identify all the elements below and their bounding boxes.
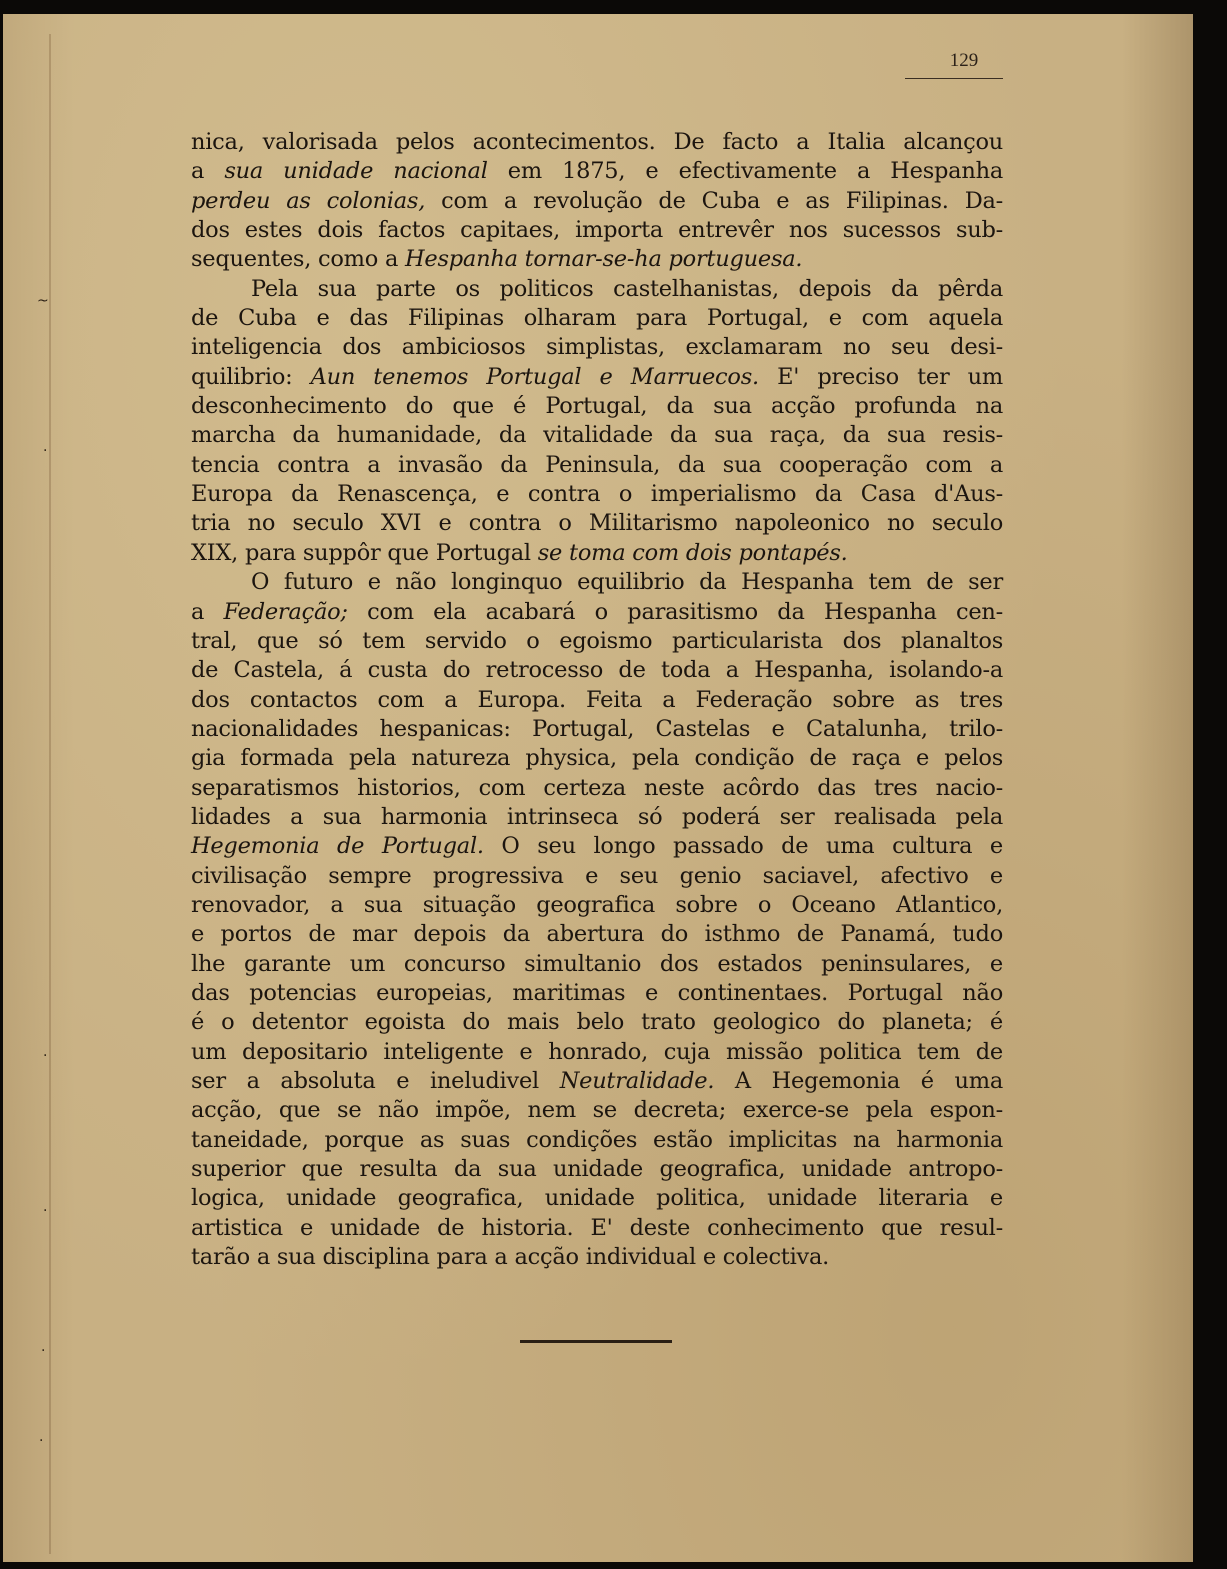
text-line: [191, 862, 1003, 891]
text-run: inteligencia dos ambiciosos simplistas, exclamaram no seu desi-: [191, 334, 1003, 361]
italic-phrase: sua unidade nacional: [224, 158, 488, 185]
end-rule: [520, 1340, 672, 1343]
text-run: é o detentor egoista do mais belo trato geologico do planeta; é: [191, 1009, 1003, 1036]
margin-speck: ·: [39, 1433, 44, 1449]
text-run: O seu longo passado de uma cultura e: [483, 833, 1003, 860]
text-run: e portos de mar depois da abertura do isthmo de Panamá, tudo: [191, 921, 1003, 948]
binding-shadow: [49, 34, 51, 1554]
text-line: [191, 891, 1003, 920]
text-line: [191, 1008, 1003, 1037]
text-run: desconhecimento do que é Portugal, da sua acção profunda na: [191, 393, 1003, 420]
text-line: [191, 744, 1003, 773]
text-run: ser a absoluta e ineludivel: [191, 1068, 560, 1094]
text-line: [191, 1155, 1003, 1184]
text-run: O futuro e não longinquo equilibrio da Hespanha tem de ser: [251, 569, 1003, 596]
text-line: [191, 1096, 1003, 1125]
text-run: artistica e unidade de historia. E' deste conhecimento que resul-: [191, 1214, 1003, 1241]
text-line: [191, 774, 1003, 803]
margin-speck: ·: [43, 443, 48, 459]
text-run: Pela sua parte os politicos castelhanistas, depois da pêrda: [251, 275, 1003, 302]
text-line: [191, 715, 1003, 744]
italic-phrase: Hespanha tornar-se-ha portuguesa.: [405, 246, 803, 273]
text-run: a: [191, 598, 224, 625]
margin-speck: ~: [37, 293, 49, 309]
page-number: 129: [949, 50, 979, 71]
text-run: um depositario inteligente e honrado, cuja missão politica tem de: [191, 1038, 1003, 1065]
text-line: [191, 480, 1003, 509]
text-run: lidades a sua harmonia intrinseca só poderá ser realisada pela: [191, 803, 1003, 830]
text-line: [191, 1038, 1003, 1067]
text-run: com a revolução de Cuba e as Filipinas. Da-: [425, 187, 1003, 214]
text-line: [191, 568, 1003, 597]
text-line: [191, 128, 1003, 157]
text-line: [191, 509, 1003, 538]
text-line: [191, 627, 1003, 656]
text-line: [191, 686, 1003, 715]
text-run: E' preciso ter um: [758, 363, 1003, 390]
text-run: dos estes dois factos capitaes, importa entrevêr nos sucessos sub-: [191, 217, 1003, 244]
text-run: a: [191, 158, 225, 185]
text-run: renovador, a sua situação geografica sobre o Oceano Atlantico,: [191, 891, 1003, 918]
italic-phrase: perdeu as colonias,: [191, 187, 426, 214]
italic-phrase: Neutralidade.: [559, 1068, 715, 1094]
text-line: [191, 275, 1003, 304]
text-line: [191, 803, 1003, 832]
text-line: [191, 1243, 1003, 1272]
italic-phrase: Hegemonia de Portugal.: [191, 833, 484, 860]
text-run: tria no seculo XVI e contra o Militarismo napoleonico no seculo: [191, 510, 1003, 537]
text-line: [191, 333, 1003, 362]
text-line: [191, 656, 1003, 685]
text-line: [191, 979, 1003, 1008]
text-run: A Hegemonia é uma: [714, 1068, 1003, 1094]
text-run: de Castela, á custa do retrocesso de toda a Hespanha, isolando-a: [191, 657, 1003, 684]
text-line: [191, 392, 1003, 421]
text-line: [191, 187, 1003, 216]
text-line: [191, 451, 1003, 480]
text-run: taneidade, porque as suas condições estão implicitas na harmonia: [191, 1126, 1003, 1153]
text-line: [191, 216, 1003, 245]
margin-speck: ·: [43, 1048, 48, 1064]
page-number-rule: [905, 78, 1003, 79]
text-line: [191, 363, 1003, 392]
text-run: das potencias europeias, maritimas e continentaes. Portugal não: [191, 979, 1003, 1006]
text-run: gia formada pela natureza physica, pela condição de raça e pelos: [191, 745, 1003, 772]
text-line: [191, 950, 1003, 979]
text-run: lhe garante um concurso simultanio dos estados peninsulares, e: [191, 950, 1003, 977]
text-run: civilisação sempre progressiva e seu genio saciavel, afectivo e: [191, 862, 1003, 889]
margin-speck: ·: [41, 1343, 46, 1359]
text-line: [191, 157, 1003, 186]
text-run: separatismos historios, com certeza neste acôrdo das tres nacio-: [191, 774, 1003, 801]
text-line: [191, 245, 1003, 274]
text-run: nacionalidades hespanicas: Portugal, Castelas e Catalunha, trilo-: [191, 715, 1003, 742]
text-run: tencia contra a invasão da Peninsula, da sua cooperação com a: [191, 451, 1003, 478]
italic-phrase: Federação;: [223, 598, 348, 625]
text-line: [191, 539, 1003, 568]
body-text: [191, 128, 1003, 1272]
text-run: XIX, para suppôr que Portugal: [191, 539, 538, 566]
text-run: dos contactos com a Europa. Feita a Federação sobre as tres: [191, 686, 1003, 713]
text-line: [191, 832, 1003, 861]
text-run: com ela acabará o parasitismo da Hespanha cen-: [347, 598, 1003, 625]
text-run: superior que resulta da sua unidade geografica, unidade antropo-: [191, 1156, 1003, 1183]
text-line: [191, 598, 1003, 627]
margin-speck: ·: [43, 1203, 48, 1219]
text-line: [191, 1126, 1003, 1155]
text-run: acção, que se não impõe, nem se decreta; exerce-se pela espon-: [191, 1097, 1003, 1124]
text-run: marcha da humanidade, da vitalidade da sua raça, da sua resis-: [191, 422, 1003, 449]
text-run: de Cuba e das Filipinas olharam para Portugal, e com aquela: [191, 305, 1003, 332]
book-page: [3, 14, 1193, 1562]
text-run: nica, valorisada pelos acontecimentos. De facto a Italia alcançou: [191, 129, 1003, 155]
text-line: [191, 304, 1003, 333]
text-line: [191, 920, 1003, 949]
text-run: tarão a sua disciplina para a acção individual e colectiva.: [191, 1244, 830, 1271]
italic-phrase: Aun tenemos Portugal e Marruecos.: [310, 363, 759, 390]
text-run: logica, unidade geografica, unidade politica, unidade literaria e: [191, 1185, 1003, 1212]
text-line: [191, 1214, 1003, 1243]
text-run: em 1875, e efectivamente a Hespanha: [487, 158, 1003, 185]
text-line: [191, 421, 1003, 450]
text-line: [191, 1067, 1003, 1096]
text-run: tral, que só tem servido o egoismo particularista dos planaltos: [191, 627, 1003, 654]
text-run: quilibrio:: [191, 363, 311, 390]
text-run: sequentes, como a: [191, 246, 406, 273]
text-line: [191, 1184, 1003, 1213]
italic-phrase: se toma com dois pontapés.: [537, 539, 848, 566]
text-run: Europa da Renascença, e contra o imperialismo da Casa d'Aus-: [191, 481, 1003, 508]
